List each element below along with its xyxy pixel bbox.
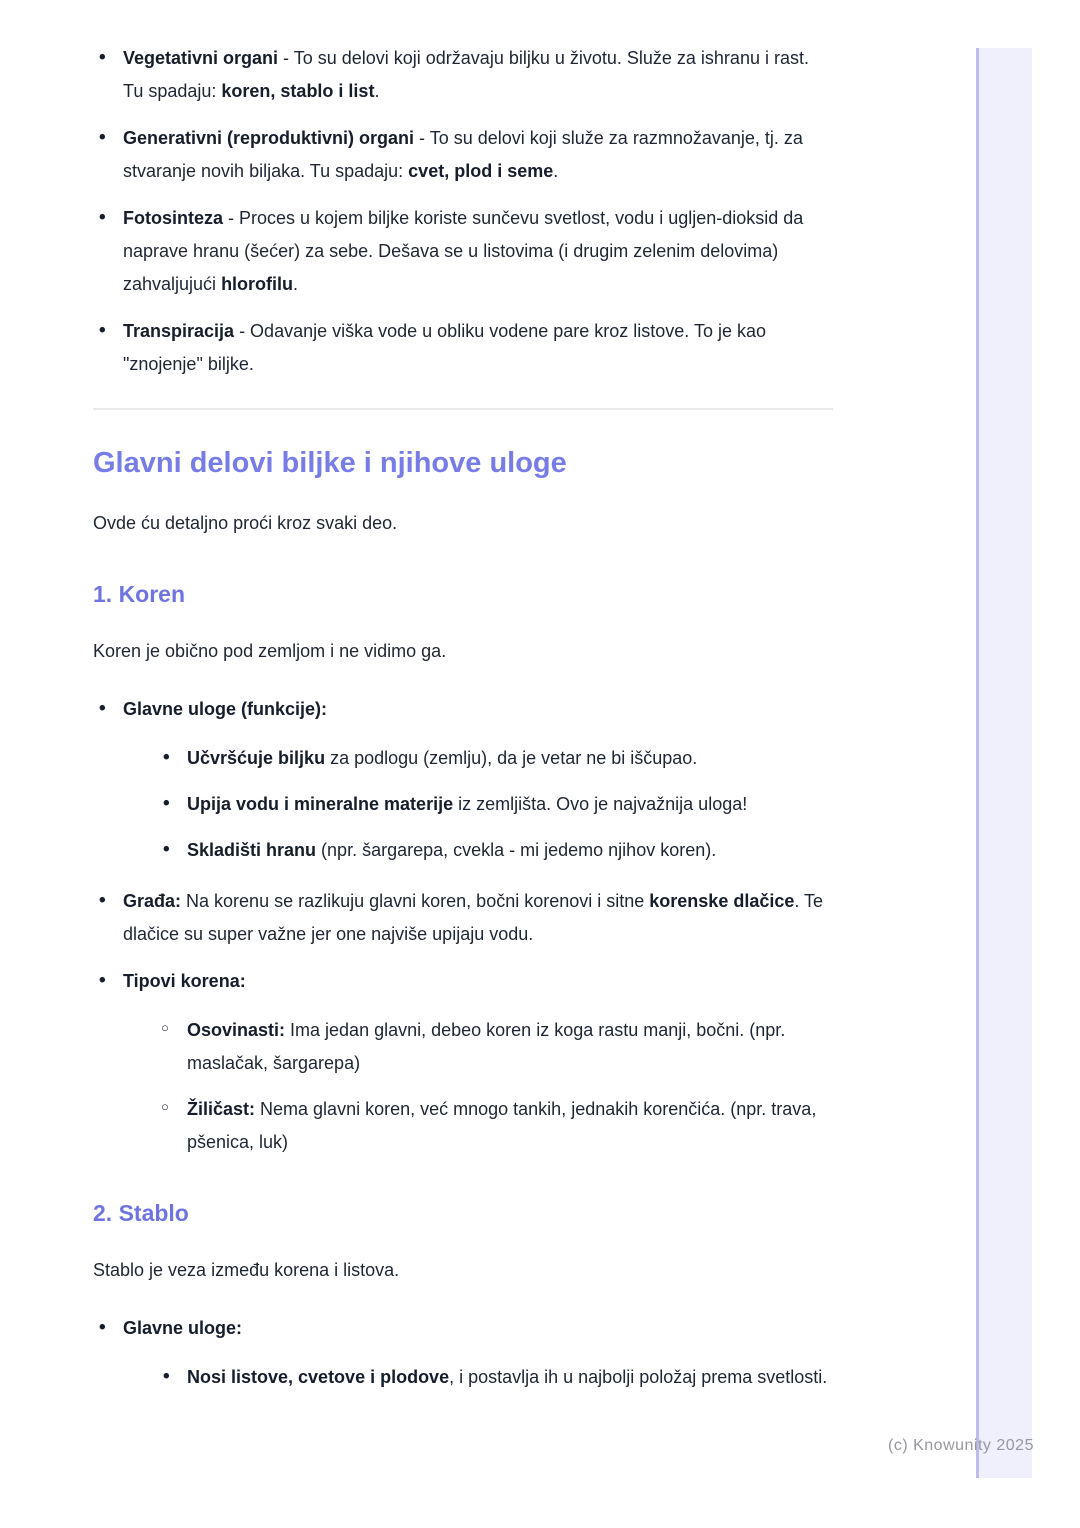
next-page-edge-bar — [976, 48, 1032, 1478]
list-item: • Nosi listove, cvetove i plodove, i postavlja ih u najbolji položaj prema svetlosti. — [157, 1361, 833, 1394]
koren-lead: Koren je obično pod zemljom i ne vidimo ga. — [93, 641, 447, 661]
list-item: • Učvršćuje biljku za podlogu (zemlju), da je vetar ne bi iščupao. — [157, 742, 833, 775]
list-item: • Vegetativni organi - To su delovi koji održavaju biljku u životu. Služe za ishranu i rast. Tu spadaju: koren, stablo i list. — [93, 42, 833, 108]
section-divider — [93, 408, 833, 410]
document-page — [93, 42, 833, 1412]
watermark: (c) Knowunity 2025 — [888, 1437, 1034, 1454]
list-item-label: Glavne uloge: — [123, 1318, 243, 1338]
list-item — [93, 693, 833, 867]
stablo-lead: Stablo je veza između korena i listova. — [93, 1260, 400, 1280]
list-item: • Upija vodu i mineralne materije iz zemljišta. Ovo je najvažnija uloga! — [157, 788, 833, 821]
list-item — [93, 965, 833, 1159]
section-lead: Ovde ću detaljno proći kroz svaki deo. — [93, 513, 398, 533]
subsection-title-stablo: 2. Stablo — [93, 1200, 189, 1226]
list-item: • Transpiracija - Odavanje viška vode u obliku vodene pare kroz listove. To je kao "znojenje" biljke. — [93, 315, 833, 381]
list-item: ○ Osovinasti: Ima jedan glavni, debeo koren iz koga rastu manji, bočni. (npr. maslačak, šargarepa) — [157, 1014, 833, 1080]
list-item: • Fotosinteza - Proces u kojem biljke koriste sunčevu svetlost, vodu i ugljen-dioksid da naprave hranu (šećer) za sebe. Dešava se u listovima (i drugim zelenim delovima) zahvaljujući hlorofilu. — [93, 202, 833, 301]
list-item — [93, 1312, 833, 1394]
list-item: • Generativni (reproduktivni) organi - To su delovi koji služe za razmnožavanje, tj. za stvaranje novih biljaka. Tu spadaju: cvet, plod i seme. — [93, 122, 833, 188]
koren-list — [93, 693, 833, 1159]
stablo-list — [93, 1312, 833, 1394]
list-item: • Građa: Na korenu se razlikuju glavni koren, bočni korenovi i sitne korenske dlačice. Te dlačice su super važne jer one najviše upijaju vodu. — [93, 885, 833, 951]
subsection-title-koren: 1. Koren — [93, 581, 186, 607]
list-item-label: Tipovi korena: — [123, 971, 246, 991]
list-item: • Skladišti hranu (npr. šargarepa, cvekla - mi jedemo njihov koren). — [157, 834, 833, 867]
list-item: ○ Žiličast: Nema glavni koren, već mnogo tankih, jednakih korenčića. (npr. trava, pšenica, luk) — [157, 1093, 833, 1159]
stablo-uloge-sublist — [157, 1361, 833, 1394]
intro-term-list — [93, 42, 833, 381]
list-item-label: Glavne uloge (funkcije): — [123, 699, 328, 719]
koren-tipovi-sublist — [157, 1014, 833, 1159]
section-title: Glavni delovi biljke i njihove uloge — [93, 447, 567, 479]
koren-uloge-sublist — [157, 742, 833, 867]
